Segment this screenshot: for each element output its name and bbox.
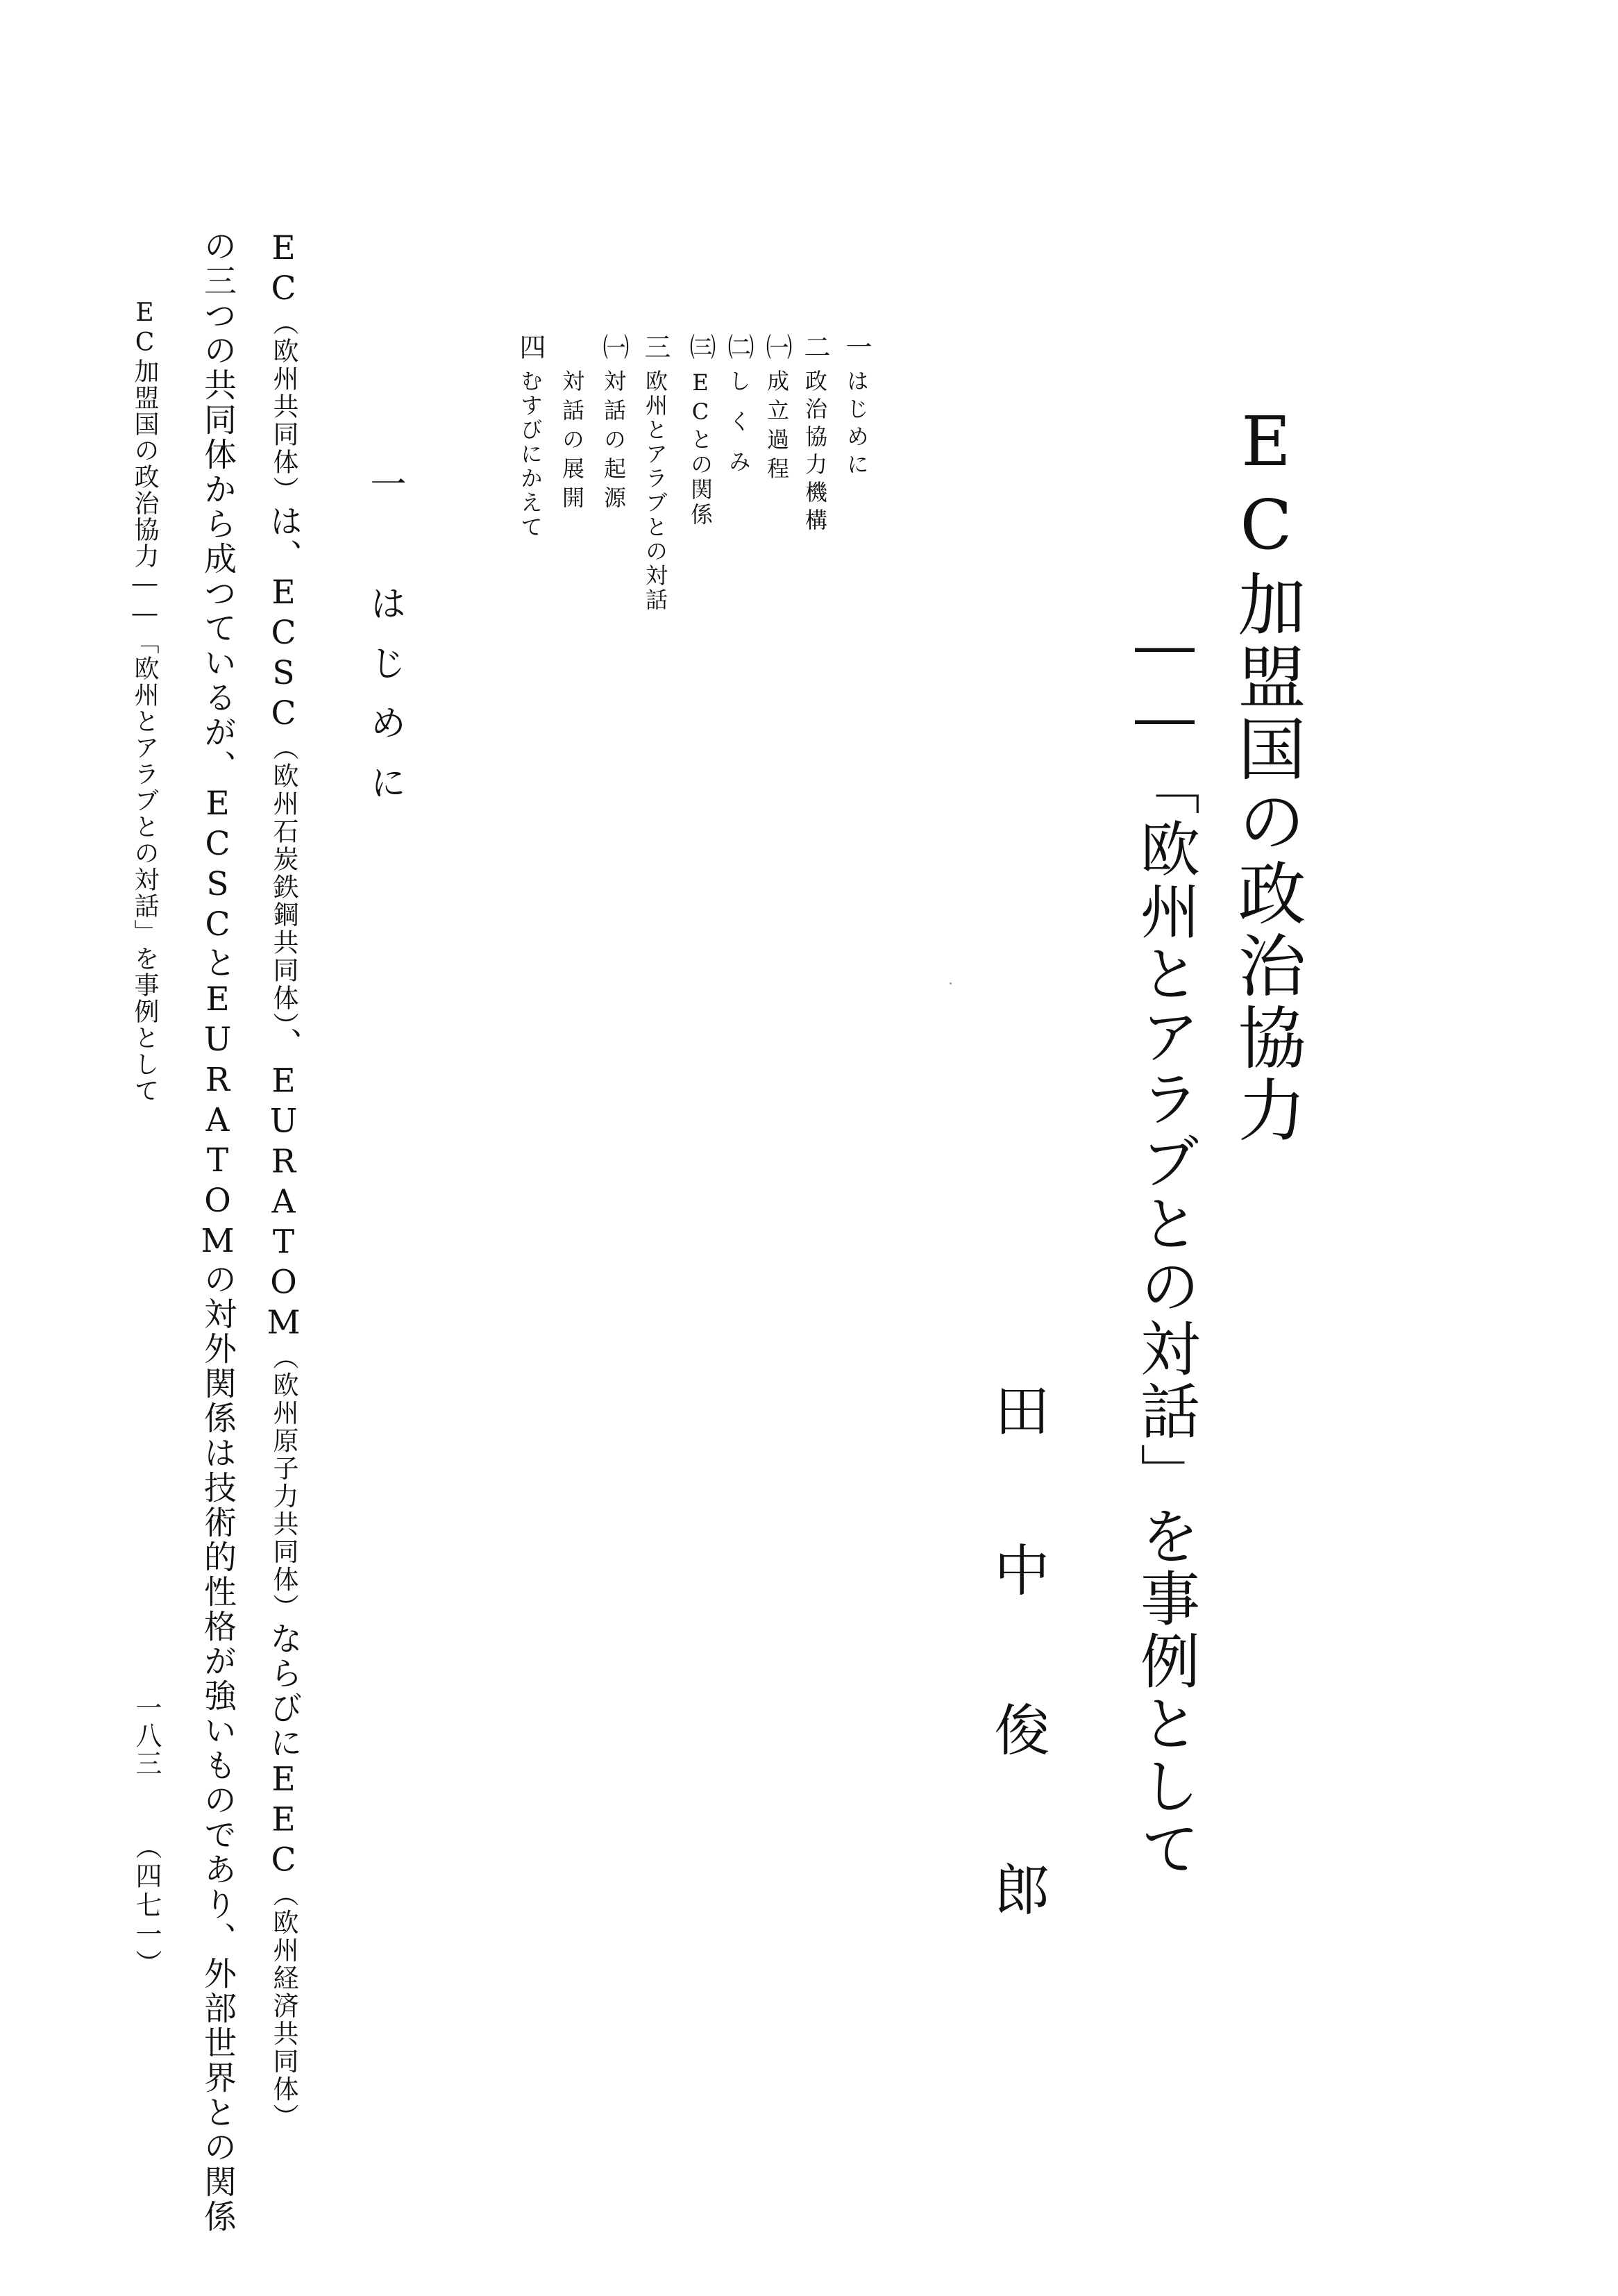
body-text-paren: （欧州共同体） [269, 310, 298, 504]
toc-item-label: ECとの関係 [687, 369, 714, 528]
toc-item [761, 333, 792, 486]
toc-item-label: はじめに [843, 369, 870, 480]
toc-item-number: ㈠ [761, 333, 792, 360]
toc-item-number: ㈢ [685, 333, 716, 360]
toc-item [640, 333, 671, 612]
toc-item [515, 333, 546, 539]
toc-item-number: ㈡ [723, 333, 754, 360]
toc-item-label: 欧州とアラブとの対話 [642, 369, 668, 612]
body-text: ならびにEEC [264, 1621, 303, 1882]
running-head: EC加盟国の政治協力――「欧州とアラブとの対話」を事例として [130, 299, 159, 1104]
toc-item-number: 二 [800, 333, 830, 360]
toc-item-label: 対話の起源 [600, 369, 627, 515]
page-number: 一八三 [131, 1694, 162, 1777]
toc-item-label: むすびにかえて [517, 369, 543, 539]
original-page-number: （四七一） [131, 1833, 162, 1979]
toc-item-number: 三 [640, 333, 671, 360]
toc-item [600, 333, 627, 515]
toc-item-label: しくみ [725, 369, 752, 490]
article-title: EC加盟国の政治協力 [1227, 403, 1306, 1147]
toc-item [802, 333, 828, 536]
toc-item-number: ㈠ [598, 333, 629, 360]
body-text-paren: （欧州原子力共同体） [269, 1343, 298, 1622]
author-name: 田中俊郎 [985, 1382, 1050, 2020]
body-text: 、EURATOM [264, 1027, 303, 1344]
toc-item-number: 四 [515, 333, 546, 360]
scan-speck [950, 982, 952, 984]
body-column-1 [264, 229, 303, 2131]
article-subtitle: ――「欧州とアラブとの対話」を事例として [1130, 611, 1199, 1880]
section-heading: 一 はじめに [364, 465, 405, 823]
toc-item-number: 一 [841, 333, 872, 360]
body-text: EC [264, 229, 303, 310]
toc-item [843, 333, 870, 480]
toc-item [559, 333, 585, 515]
body-text-paren: （欧州石炭鉄鋼共同体） [269, 735, 298, 1028]
toc-item-label: 成立過程 [764, 369, 790, 486]
body-text-paren: （欧州経済共同体） [269, 1881, 298, 2131]
table-of-contents [458, 333, 875, 694]
toc-item-label: 政治協力機構 [802, 369, 828, 536]
body-column-2: の三つの共同体から成つているが、ECSCとEURATOMの対外関係は技術的性格が強いものであり、外部世界との関係 [199, 229, 237, 2234]
toc-item [687, 333, 714, 528]
toc-item [725, 333, 752, 490]
toc-item-label: 対話の展開 [559, 369, 585, 515]
body-text: は、ECSC [264, 504, 303, 735]
